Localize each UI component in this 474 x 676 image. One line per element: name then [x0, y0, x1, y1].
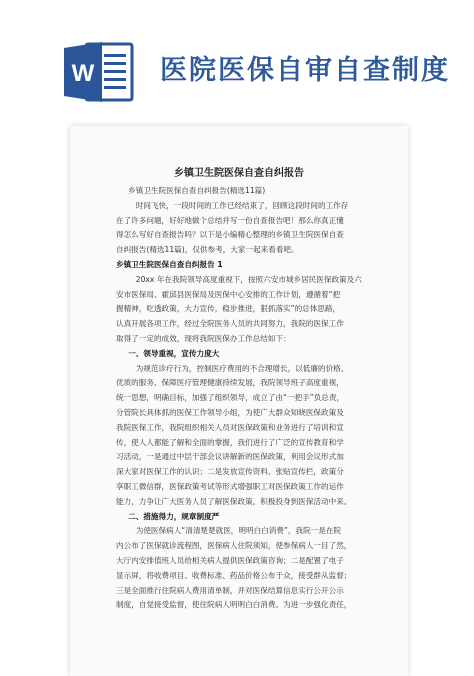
document-line: 为使医保病人“清清楚楚就医，明明白白消费”，我院一是在院 — [135, 526, 342, 536]
document-line: 乡镇卫生院医保自查自纠报告(精选11篇) — [128, 186, 266, 195]
document-line: 统一思想，明确目标，加强了组织领导，成立了由“一把手”负总责， — [116, 393, 345, 403]
document-line: 深大家对医保工作的认识；二是发放宣传资料、张贴宣传栏，政策分 — [116, 467, 344, 477]
document-line: 在了许多问题，好好地做个总结并写一份自查报告吧！那么你真正懂 — [116, 215, 344, 225]
word-logo-letter: W — [71, 60, 95, 87]
document-line: 我院医保工作，我院组织相关人员对医保政策和业务进行了培训和宣 — [116, 422, 344, 432]
document-line: 得怎么写好自查报告吗？以下是小编精心整理的乡镇卫生院医保自查 — [116, 230, 344, 240]
word-icon — [62, 40, 136, 104]
header-banner — [0, 0, 474, 122]
document-line: 二、措施得力，规章制度严 — [128, 511, 220, 521]
document-line: 20xx 年在我院领导高度重视下，按照六安市城乡居民医保政策及六 — [135, 274, 362, 284]
document-line: 认真开展各项工作，经过全院医务人员的共同努力，我院的医保工作 — [116, 319, 344, 329]
document-line: 时间飞快，一段时间的工作已经结束了，回顾这段时间的工作存 — [135, 200, 349, 210]
document-line: 能力，力争让广大医务人员了解医保政策，积极投身到医保活动中来。 — [116, 496, 352, 506]
document-line: 享职工微信群，医保政策考试等形式增强职工对医保政策工作的运作 — [116, 481, 344, 491]
document-line: 一、领导重视，宣传力度大 — [128, 348, 220, 358]
document-line: 为规范诊疗行为，控制医疗费用的不合理增长，以低廉的价格、 — [135, 363, 349, 373]
document-line: 安市医保局、霍邱县医保局及医保中心安排的工作计划，遵循着“把 — [116, 289, 341, 299]
document-line: 乡镇卫生院医保自查自纠报告 1 — [116, 259, 223, 269]
document-line: 优质的服务、保障医疗管理健康持续发展，我院领导班子高度重视， — [116, 378, 344, 388]
document-page — [70, 126, 408, 676]
document-line: 习活动，一是通过中层干部会议讲解新的医保政策，利用会议形式加 — [116, 452, 344, 462]
page-title: 医院医保自审自查制度 — [160, 55, 450, 86]
document-line: 内公布了医保就诊流程图，医保病人住院须知，使参保病人一目了然， — [116, 541, 352, 551]
document-line: 取得了一定的成效，现将我院医保办工作总结如下： — [116, 333, 291, 343]
document-line: 握精神，吃透政策，大力宣传，稳步推进，狠抓落实”的总体思路， — [116, 304, 341, 314]
document-line: 传，使人人都能了解和全面的掌握，我们进行了广泛的宣传教育和学 — [116, 437, 344, 447]
document-title: 乡镇卫生院医保自查自纠报告 — [174, 168, 304, 179]
document-line: 显示屏，将收费项目、收费标准、药品价格公布于众，接受群从监督； — [116, 570, 352, 580]
document-line: 三是全面推行住院病人费用清单制，并对医保结算信息实行公开公示 — [116, 585, 344, 595]
document-line: 自纠报告(精选11篇)，仅供参考，大家一起来看看吧。 — [116, 245, 299, 255]
document-line: 制度，自觉接受监督，使住院病人明明白白消费。为进一步强化责任， — [116, 600, 352, 610]
document-line: 分管院长具体抓的医保工作领导小组，为使广大群众知晓医保政策及 — [116, 407, 344, 417]
document-body — [116, 184, 366, 613]
document-line: 大厅内安排值班人员给相关病人提供医保政策咨询；二是配置了电子 — [116, 555, 344, 565]
